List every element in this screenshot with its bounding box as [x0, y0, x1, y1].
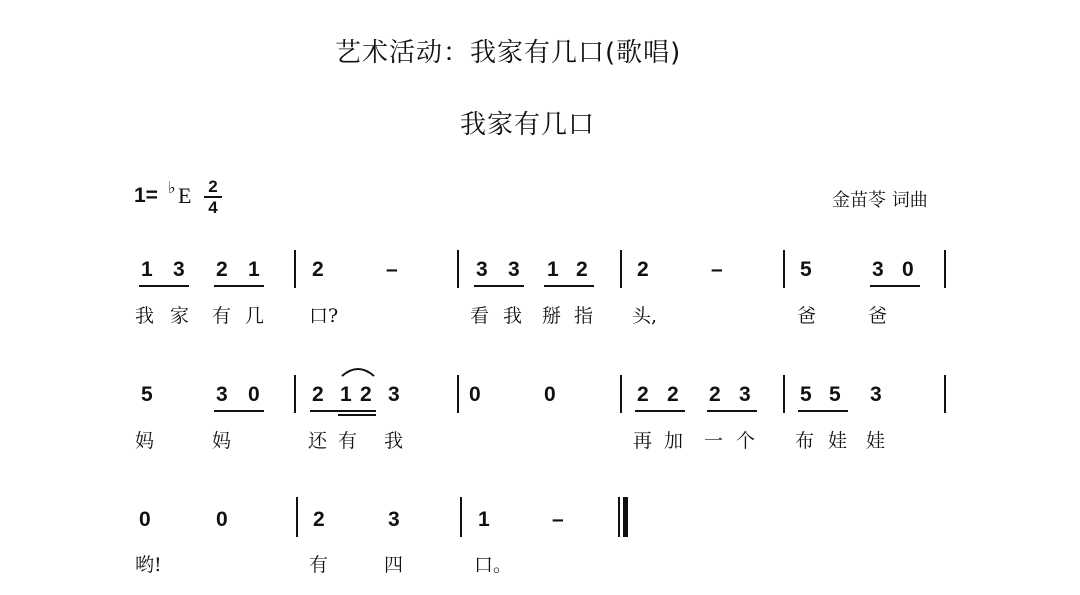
underline: [474, 285, 524, 287]
page-title: 艺术活动：我家有几口(歌唱): [335, 38, 682, 68]
slur-arc: [340, 364, 376, 378]
note: 2: [667, 383, 679, 406]
note: 5: [141, 383, 153, 406]
lyric: 一: [704, 430, 724, 452]
underline: [870, 285, 920, 287]
lyric: 家: [170, 305, 190, 327]
note: 1: [248, 258, 260, 281]
double-underline: [338, 414, 376, 416]
note: 2: [216, 258, 228, 281]
time-signature: [204, 178, 222, 216]
barline: [460, 497, 462, 537]
note: 2: [637, 383, 649, 406]
barline: [294, 375, 296, 413]
note: 1: [141, 258, 153, 281]
note: 0: [544, 383, 556, 406]
barline: [944, 250, 946, 288]
barline: [457, 250, 459, 288]
barline: [620, 250, 622, 288]
lyric: 指: [574, 305, 594, 327]
note: 2: [312, 383, 324, 406]
note: 1: [547, 258, 559, 281]
note: 1: [340, 383, 352, 406]
lyric: 有: [212, 305, 232, 327]
lyric: 我: [135, 305, 155, 327]
note: 0: [139, 508, 151, 531]
note: 2: [576, 258, 588, 281]
underline: [214, 410, 264, 412]
note: 3: [388, 383, 400, 406]
underline: [214, 285, 264, 287]
note: 3: [216, 383, 228, 406]
underline: [635, 410, 685, 412]
lyric: 几: [245, 305, 265, 327]
lyric: 布: [795, 430, 815, 452]
note: 3: [739, 383, 751, 406]
lyric: 个: [736, 430, 756, 452]
song-title: 我家有几口: [460, 110, 596, 140]
barline: [944, 375, 946, 413]
barline: [783, 375, 785, 413]
note: 5: [800, 258, 812, 281]
barline: [783, 250, 785, 288]
dash: –: [711, 258, 723, 281]
note: 3: [870, 383, 882, 406]
note: 2: [637, 258, 649, 281]
note: 3: [872, 258, 884, 281]
note: 2: [313, 508, 325, 531]
barline: [620, 375, 622, 413]
note: 0: [902, 258, 914, 281]
time-signature-bottom: 4: [208, 198, 218, 217]
note: 3: [508, 258, 520, 281]
note: 3: [476, 258, 488, 281]
note: 2: [360, 383, 372, 406]
lyric: 我: [503, 305, 523, 327]
lyric: 娃: [828, 430, 848, 452]
lyric: 再: [633, 430, 653, 452]
key-flat: ♭: [168, 180, 176, 197]
lyric: 爸: [797, 305, 817, 327]
dash: –: [386, 258, 398, 281]
note: 3: [388, 508, 400, 531]
lyric: 我: [384, 430, 404, 452]
underline: [798, 410, 848, 412]
lyric: 娃: [866, 430, 886, 452]
lyric: 口。: [474, 554, 513, 576]
final-barline-thin: [618, 497, 620, 537]
underline: [544, 285, 594, 287]
lyric: 看: [470, 305, 490, 327]
note: 1: [478, 508, 490, 531]
lyric: 还: [308, 430, 328, 452]
note: 5: [829, 383, 841, 406]
lyric: 掰: [542, 305, 562, 327]
lyric: 爸: [868, 305, 888, 327]
credit: 金苗苓 词曲: [832, 190, 928, 211]
underline: [139, 285, 189, 287]
note: 2: [709, 383, 721, 406]
note: 0: [248, 383, 260, 406]
barline: [296, 497, 298, 537]
lyric: 口?: [309, 305, 339, 327]
note: 5: [800, 383, 812, 406]
lyric: 有: [338, 430, 358, 452]
note: 3: [173, 258, 185, 281]
underline: [707, 410, 757, 412]
lyric: 四: [384, 554, 404, 576]
note: 2: [312, 258, 324, 281]
time-signature-top: 2: [208, 177, 218, 196]
key-note: E: [178, 183, 192, 208]
final-barline-thick: [623, 497, 628, 537]
barline: [294, 250, 296, 288]
note: 0: [216, 508, 228, 531]
barline: [457, 375, 459, 413]
lyric: 有: [309, 554, 329, 576]
underline: [310, 410, 376, 412]
lyric: 妈: [212, 430, 232, 452]
dash: –: [552, 508, 564, 531]
lyric: 哟!: [135, 554, 162, 576]
lyric: 妈: [135, 430, 155, 452]
key-prefix: 1=: [134, 184, 158, 207]
lyric: 加: [664, 430, 684, 452]
lyric: 头,: [632, 305, 658, 327]
note: 0: [469, 383, 481, 406]
